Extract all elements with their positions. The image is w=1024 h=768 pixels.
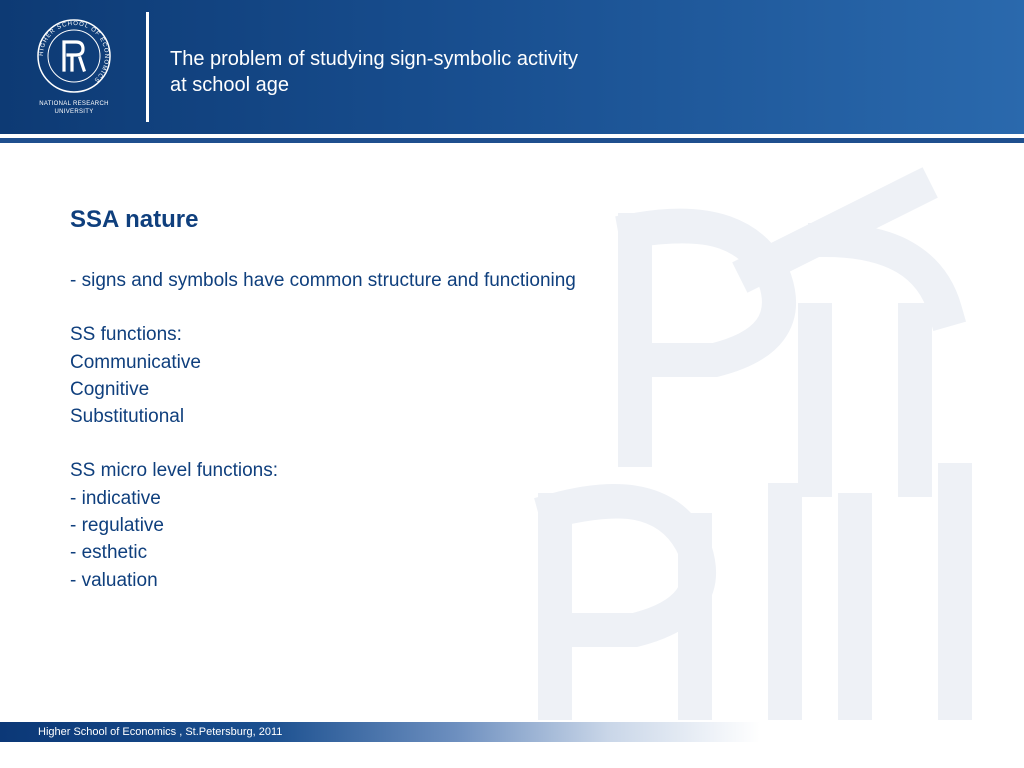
logo-caption xyxy=(26,100,122,116)
micro-function-item: - esthetic xyxy=(70,542,148,564)
micro-function-item: - indicative xyxy=(70,487,161,509)
hse-logo-icon xyxy=(36,18,112,94)
slide-title-line2: at school age xyxy=(170,74,289,96)
function-item: Substitutional xyxy=(70,406,185,428)
slide-body xyxy=(70,205,710,594)
header-divider xyxy=(146,12,149,122)
micro-function-item: - regulative xyxy=(70,515,164,537)
intro-text: - signs and symbols have common structure and functioning xyxy=(70,270,576,291)
function-item: Communicative xyxy=(70,351,201,373)
logo-caption-line1: NATIONAL RESEARCH xyxy=(39,101,109,107)
micro-functions-label: SS micro level functions: xyxy=(70,460,279,482)
slide-title-line1: The problem of studying sign-symbolic activity xyxy=(170,48,578,70)
function-item: Cognitive xyxy=(70,378,150,400)
slide-title xyxy=(170,46,690,98)
logo-caption-line2: UNIVERSITY xyxy=(54,109,94,115)
functions-label: SS functions: xyxy=(70,324,182,346)
header-underline xyxy=(0,138,1024,143)
section-heading: SSA nature xyxy=(70,206,199,233)
micro-function-item: - valuation xyxy=(70,569,158,591)
footer-text: Higher School of Economics , St.Petersburg, 2011 xyxy=(38,726,283,738)
logo-ring-text: HIGHER SCHOOL OF ECONOMICS xyxy=(38,20,110,84)
